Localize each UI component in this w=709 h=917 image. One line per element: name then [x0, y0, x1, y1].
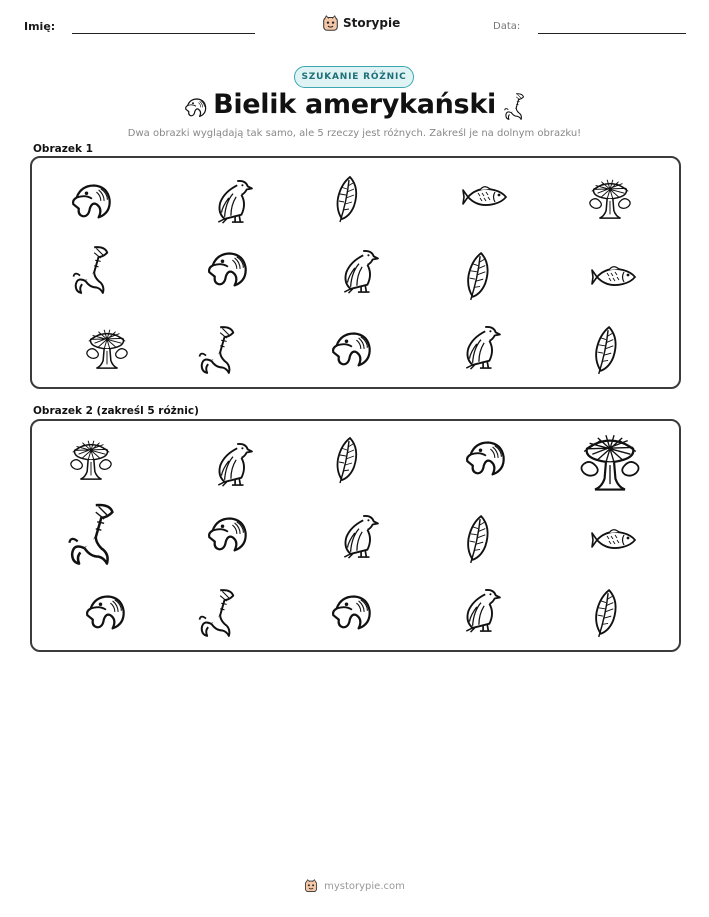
feather-icon[interactable] — [590, 587, 622, 639]
fish-icon[interactable] — [591, 525, 641, 555]
title-talon-icon — [502, 92, 528, 124]
picture-2-panel — [30, 419, 681, 652]
eagle-icon — [212, 176, 254, 224]
eagle-head-icon[interactable] — [464, 437, 508, 481]
feather-icon[interactable] — [331, 435, 363, 485]
date-label: Data: — [493, 21, 521, 32]
eagle-head-icon — [70, 180, 114, 224]
eagle-head-icon — [206, 248, 250, 292]
picture-2-label: Obrazek 2 (zakreśl 5 różnic) — [33, 405, 199, 417]
activity-badge: SZUKANIE RÓŻNIC — [294, 66, 414, 88]
date-line[interactable] — [538, 33, 686, 34]
picture-1-label: Obrazek 1 — [33, 143, 93, 155]
eagle-icon[interactable] — [338, 511, 380, 559]
eagle-head-icon[interactable] — [330, 591, 374, 635]
eagle-icon[interactable] — [460, 585, 502, 633]
fish-icon — [591, 262, 641, 292]
nest-tree-icon[interactable] — [575, 427, 645, 495]
nest-tree-icon — [585, 174, 635, 222]
brand — [322, 14, 400, 32]
footer — [0, 879, 709, 893]
page-title: Bielik amerykański — [213, 89, 496, 120]
storypie-logo-icon — [304, 879, 318, 893]
eagle-head-icon[interactable] — [206, 513, 250, 557]
talon-icon[interactable] — [62, 501, 124, 565]
nest-tree-icon[interactable] — [66, 435, 116, 483]
fish-icon — [462, 182, 512, 212]
name-label: Imię: — [24, 20, 56, 33]
talon-icon — [70, 244, 114, 294]
picture-1-panel — [30, 156, 681, 389]
name-line[interactable] — [72, 33, 255, 34]
instructions: Dwa obrazki wyglądają tak samo, ale 5 rzeczy jest różnych. Zakreśl je na dolnym obrazku! — [127, 128, 582, 139]
talon-icon — [196, 324, 240, 374]
footer-url[interactable]: mystorypie.com — [324, 880, 405, 892]
eagle-icon — [460, 322, 502, 370]
eagle-icon[interactable] — [212, 439, 254, 487]
nest-tree-icon — [82, 324, 132, 372]
feather-icon — [462, 250, 494, 302]
talon-icon[interactable] — [196, 587, 240, 637]
brand-name: Storypie — [343, 16, 401, 30]
feather-icon[interactable] — [462, 513, 494, 565]
eagle-head-icon[interactable] — [84, 591, 128, 635]
feather-icon — [331, 174, 363, 224]
eagle-head-icon — [330, 328, 374, 372]
storypie-logo-icon — [322, 15, 339, 32]
eagle-icon — [338, 246, 380, 294]
feather-icon — [590, 324, 622, 376]
